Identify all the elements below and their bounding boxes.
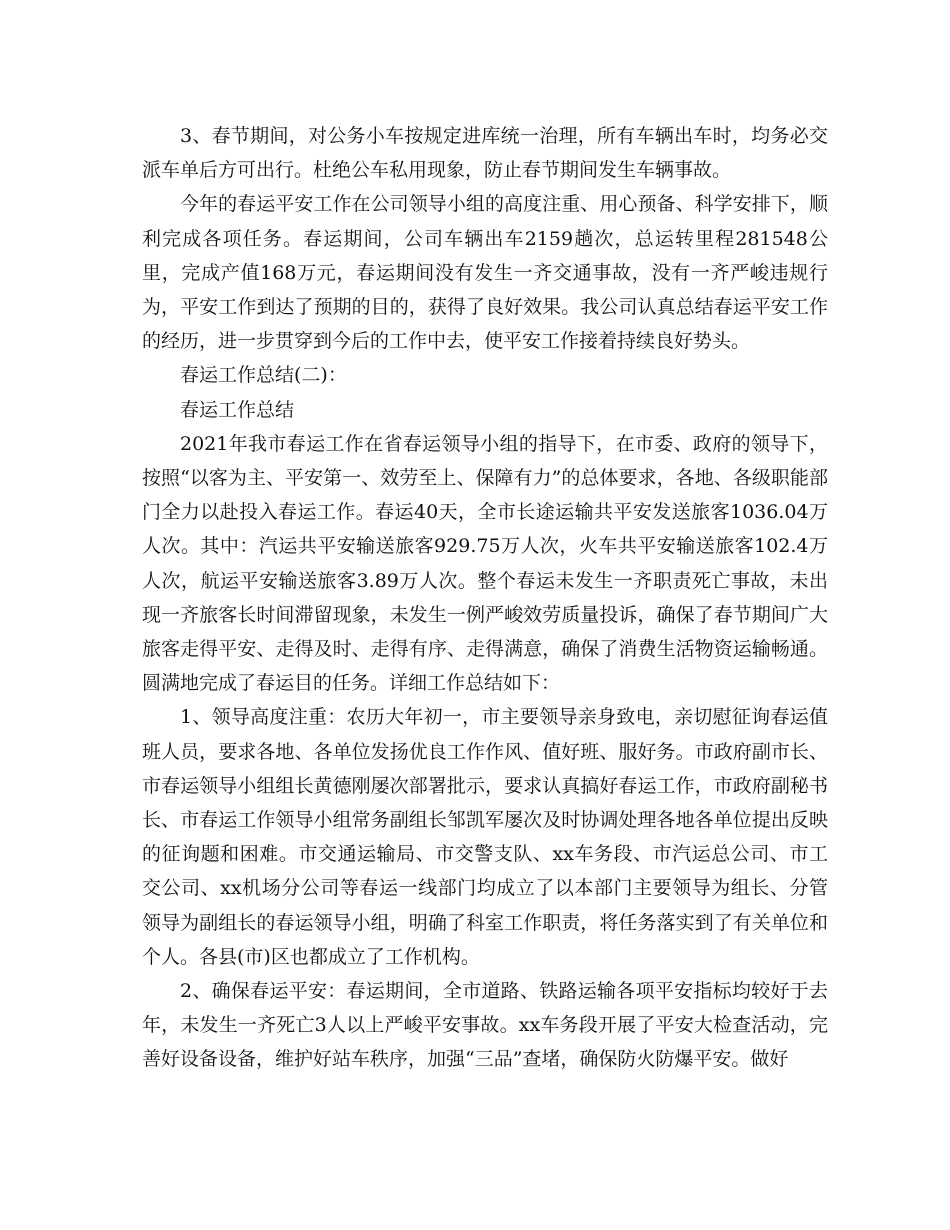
document-body	[142, 119, 828, 1077]
paragraph-safety-summary: 今年的春运平安工作在公司领导小组的高度注重、用心预备、科学安排下，顺利完成各项任务。春运期间，公司车辆出车2159趟次，总运转里程281548公里，完成产值168万元，春运期间没有发生一齐交通事故，没有一齐严峻违规行为，平安工作到达了预期的目的，获得了良好效果。我公司认真总结春运平安工作的经历，进一步贯穿到今后的工作中去，使平安工作接着持续良好势头。	[142, 193, 828, 353]
paragraph-safety: 2、确保春运平安：春运期间，全市道路、铁路运输各项平安指标均较好于去年，未发生一齐死亡3人以上严峻平安事故。xx车务段开展了平安大检查活动，完善好设备设备，维护好站车秩序，加强“三品”查堵，确保防火防爆平安。做好	[142, 980, 828, 1071]
paragraph-leadership: 1、领导高度注重：农历大年初一，市主要领导亲身致电，亲切慰征询春运值班人员，要求各地、各单位发扬优良工作作风、值好班、服好务。市政府副市长、市春运领导小组组长黄德刚屡次部署批示，要求认真搞好春运工作，市政府副秘书长、市春运工作领导小组常务副组长邹凯军屡次及时协调处理各地各单位提出反映的征询题和困难。市交通运输局、市交警支队、xx车务段、市汽运总公司、市工交公司、xx机场分公司等春运一线部门均成立了以本部门主要领导为组长、分管领导为副组长的春运领导小组，明确了科室工作职责，将任务落实到了有关单位和个人。各县(市)区也都成立了工作机构。	[142, 706, 828, 968]
paragraph-overview: 2021年我市春运工作在省春运领导小组的指导下，在市委、政府的领导下，按照“以客为主、平安第一、效劳至上、保障有力”的总体要求，各地、各级职能部门全力以赴投入春运工作。春运40天，全市长途运输共平安发送旅客1036.04万人次。其中：汽运共平安输送旅客929.75万人次，火车共平安输送旅客102.4万人次，航运平安输送旅客3.89万人次。整个春运未发生一齐职责死亡事故，未出现一齐旅客长时间滞留现象，未发生一例严峻效劳质量投诉，确保了春节期间广大旅客走得平安、走得及时、走得有序、走得满意，确保了消费生活物资运输畅通。圆满地完成了春运目的任务。详细工作总结如下：	[142, 432, 828, 695]
section-heading-2: 春运工作总结(二)：	[180, 364, 347, 387]
paragraph-item-3: 3、春节期间，对公务小车按规定进库统一治理，所有车辆出车时，均务必交派车单后方可出行。杜绝公车私用现象，防止春节期间发生车辆事故。	[142, 125, 828, 182]
section-title: 春运工作总结	[180, 398, 295, 421]
